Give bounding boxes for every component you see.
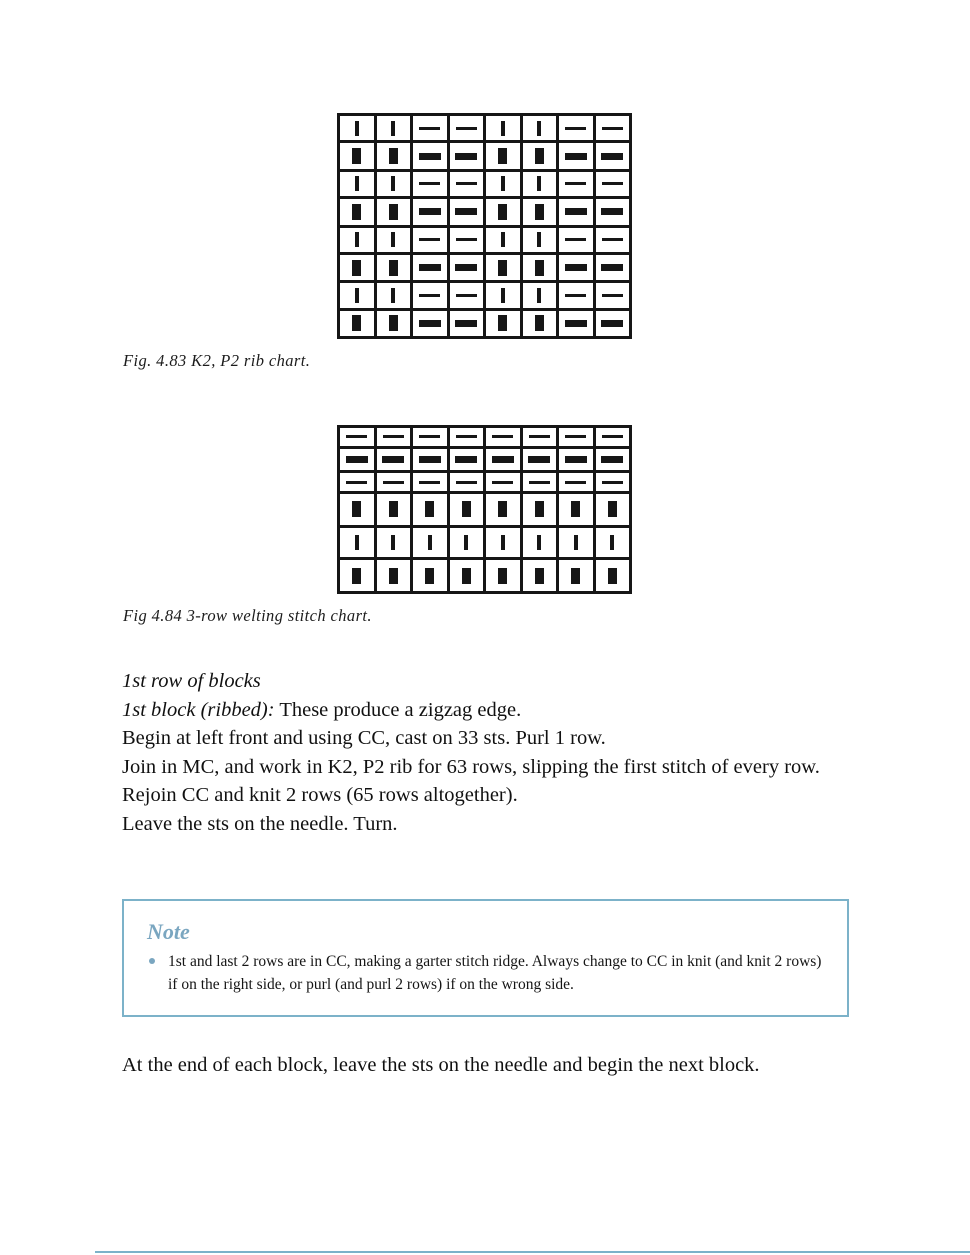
- knit-stitch-cell: [413, 494, 447, 525]
- figure-caption-484: Fig 4.84 3-row welting stitch chart.: [123, 606, 372, 625]
- knit-stitch-cell: [523, 528, 557, 558]
- purl-stitch-cell: [377, 449, 411, 471]
- purl-symbol-icon: [419, 456, 441, 463]
- purl-stitch-cell: [413, 199, 447, 224]
- knit-stitch-cell: [523, 199, 557, 224]
- purl-stitch-cell: [559, 473, 593, 491]
- knit-symbol-icon: [571, 501, 580, 517]
- purl-symbol-icon: [565, 481, 586, 484]
- knit-symbol-icon: [498, 148, 507, 164]
- instructions-block: [122, 667, 862, 839]
- purl-stitch-cell: [450, 449, 484, 471]
- purl-stitch-cell: [559, 428, 593, 446]
- purl-symbol-icon: [565, 435, 586, 438]
- knit-symbol-icon: [389, 148, 398, 164]
- knit-stitch-cell: [486, 560, 520, 591]
- purl-stitch-cell: [596, 199, 630, 224]
- purl-symbol-icon: [383, 481, 404, 484]
- purl-symbol-icon: [419, 481, 440, 484]
- instruction-line: Begin at left front and using CC, cast on 33 sts. Purl 1 row.: [122, 727, 606, 750]
- purl-symbol-icon: [383, 435, 404, 438]
- knit-stitch-cell: [377, 528, 411, 558]
- purl-symbol-icon: [565, 238, 586, 241]
- purl-symbol-icon: [492, 481, 513, 484]
- knit-symbol-icon: [608, 568, 617, 584]
- knit-stitch-cell: [559, 528, 593, 558]
- purl-symbol-icon: [419, 127, 440, 130]
- knit-stitch-cell: [559, 494, 593, 525]
- knit-stitch-cell: [340, 311, 374, 336]
- instruction-line: Rejoin CC and knit 2 rows (65 rows altogether).: [122, 784, 518, 807]
- knit-stitch-cell: [377, 199, 411, 224]
- cutoff-box-top-border: [95, 1251, 970, 1253]
- purl-stitch-cell: [450, 172, 484, 196]
- purl-stitch-cell: [340, 449, 374, 471]
- knit-stitch-cell: [340, 172, 374, 196]
- knit-stitch-cell: [523, 494, 557, 525]
- purl-symbol-icon: [419, 182, 440, 185]
- purl-symbol-icon: [492, 435, 513, 438]
- knit-stitch-cell: [523, 143, 557, 168]
- knit-stitch-cell: [340, 528, 374, 558]
- purl-stitch-cell: [413, 428, 447, 446]
- purl-symbol-icon: [455, 320, 477, 327]
- knit-stitch-cell: [523, 255, 557, 280]
- purl-symbol-icon: [456, 481, 477, 484]
- purl-stitch-cell: [413, 311, 447, 336]
- knit-symbol-icon: [391, 535, 395, 550]
- purl-symbol-icon: [565, 294, 586, 297]
- knit-symbol-icon: [571, 568, 580, 584]
- purl-symbol-icon: [419, 294, 440, 297]
- knit-symbol-icon: [355, 535, 359, 550]
- knit-symbol-icon: [535, 148, 544, 164]
- purl-stitch-cell: [559, 283, 593, 307]
- knit-symbol-icon: [352, 315, 361, 331]
- knit-symbol-icon: [535, 315, 544, 331]
- knit-stitch-cell: [486, 116, 520, 140]
- purl-stitch-cell: [413, 228, 447, 252]
- knit-stitch-cell: [486, 199, 520, 224]
- knit-symbol-icon: [537, 535, 541, 550]
- purl-stitch-cell: [559, 172, 593, 196]
- block-intro-line: [122, 696, 862, 725]
- purl-stitch-cell: [450, 116, 484, 140]
- purl-symbol-icon: [346, 481, 367, 484]
- purl-stitch-cell: [596, 255, 630, 280]
- purl-symbol-icon: [528, 456, 550, 463]
- knit-symbol-icon: [498, 568, 507, 584]
- knit-stitch-cell: [377, 283, 411, 307]
- purl-stitch-cell: [486, 449, 520, 471]
- knit-symbol-icon: [537, 232, 541, 247]
- knit-stitch-cell: [486, 255, 520, 280]
- knit-stitch-cell: [413, 528, 447, 558]
- knit-symbol-icon: [462, 501, 471, 517]
- knit-stitch-cell: [340, 283, 374, 307]
- purl-stitch-cell: [596, 143, 630, 168]
- knit-symbol-icon: [610, 535, 614, 550]
- knit-stitch-cell: [377, 143, 411, 168]
- instruction-line: Join in MC, and work in K2, P2 rib for 63 rows, slipping the first stitch of every row.: [122, 755, 820, 778]
- purl-symbol-icon: [565, 153, 587, 160]
- knit-symbol-icon: [501, 176, 505, 191]
- knit-symbol-icon: [501, 121, 505, 136]
- purl-stitch-cell: [486, 473, 520, 491]
- purl-stitch-cell: [340, 473, 374, 491]
- purl-stitch-cell: [450, 199, 484, 224]
- purl-stitch-cell: [450, 255, 484, 280]
- purl-stitch-cell: [559, 228, 593, 252]
- knit-symbol-icon: [425, 501, 434, 517]
- knit-symbol-icon: [355, 288, 359, 303]
- purl-symbol-icon: [455, 264, 477, 271]
- knit-stitch-cell: [377, 560, 411, 591]
- knit-symbol-icon: [355, 232, 359, 247]
- knit-symbol-icon: [464, 535, 468, 550]
- purl-stitch-cell: [559, 116, 593, 140]
- knit-symbol-icon: [389, 260, 398, 276]
- purl-symbol-icon: [455, 208, 477, 215]
- knit-stitch-cell: [486, 528, 520, 558]
- knit-stitch-cell: [377, 255, 411, 280]
- note-title: Note: [147, 919, 190, 944]
- knit-stitch-cell: [450, 494, 484, 525]
- knit-symbol-icon: [574, 535, 578, 550]
- knit-stitch-cell: [523, 172, 557, 196]
- purl-stitch-cell: [559, 199, 593, 224]
- note-bullet-text: 1st and last 2 rows are in CC, making a garter stitch ridge. Always change to CC in knit (and knit 2 rows) if on the right side, or purl (and purl 2 rows) if on the wrong side.: [168, 953, 822, 993]
- purl-symbol-icon: [601, 153, 623, 160]
- purl-stitch-cell: [596, 428, 630, 446]
- purl-stitch-cell: [559, 449, 593, 471]
- figure-caption-483: Fig. 4.83 K2, P2 rib chart.: [123, 351, 311, 370]
- purl-stitch-cell: [413, 143, 447, 168]
- purl-symbol-icon: [419, 435, 440, 438]
- knit-stitch-cell: [486, 228, 520, 252]
- note-bullet-item: [147, 951, 827, 996]
- knit-stitch-cell: [523, 116, 557, 140]
- purl-symbol-icon: [602, 294, 623, 297]
- knit-stitch-cell: [596, 494, 630, 525]
- purl-symbol-icon: [565, 208, 587, 215]
- purl-stitch-cell: [596, 116, 630, 140]
- knit-symbol-icon: [355, 176, 359, 191]
- purl-stitch-cell: [413, 116, 447, 140]
- knit-stitch-cell: [450, 528, 484, 558]
- purl-symbol-icon: [601, 264, 623, 271]
- purl-symbol-icon: [419, 264, 441, 271]
- knit-symbol-icon: [535, 501, 544, 517]
- knit-stitch-cell: [377, 228, 411, 252]
- purl-stitch-cell: [596, 283, 630, 307]
- purl-symbol-icon: [602, 127, 623, 130]
- knit-symbol-icon: [391, 232, 395, 247]
- knit-symbol-icon: [537, 288, 541, 303]
- knit-stitch-cell: [340, 116, 374, 140]
- knit-stitch-cell: [413, 560, 447, 591]
- purl-symbol-icon: [455, 153, 477, 160]
- knit-symbol-icon: [352, 568, 361, 584]
- purl-stitch-cell: [450, 228, 484, 252]
- welting-stitch-chart: [337, 425, 632, 594]
- purl-symbol-icon: [346, 435, 367, 438]
- knit-stitch-cell: [523, 283, 557, 307]
- purl-stitch-cell: [596, 311, 630, 336]
- purl-symbol-icon: [419, 320, 441, 327]
- knit-symbol-icon: [389, 315, 398, 331]
- knit-symbol-icon: [608, 501, 617, 517]
- knit-symbol-icon: [535, 568, 544, 584]
- purl-stitch-cell: [413, 449, 447, 471]
- purl-symbol-icon: [565, 456, 587, 463]
- knit-symbol-icon: [498, 315, 507, 331]
- knit-stitch-cell: [559, 560, 593, 591]
- knit-symbol-icon: [389, 501, 398, 517]
- purl-stitch-cell: [523, 449, 557, 471]
- knit-symbol-icon: [498, 501, 507, 517]
- knit-symbol-icon: [352, 260, 361, 276]
- purl-stitch-cell: [559, 255, 593, 280]
- knit-stitch-cell: [450, 560, 484, 591]
- purl-stitch-cell: [559, 311, 593, 336]
- knit-stitch-cell: [340, 228, 374, 252]
- block-intro-text: These produce a zigzag edge.: [274, 698, 522, 721]
- knit-stitch-cell: [340, 494, 374, 525]
- purl-stitch-cell: [377, 428, 411, 446]
- purl-symbol-icon: [565, 320, 587, 327]
- knit-symbol-icon: [501, 535, 505, 550]
- knit-stitch-cell: [486, 172, 520, 196]
- block-label: 1st block (ribbed):: [122, 698, 275, 721]
- purl-symbol-icon: [456, 435, 477, 438]
- knit-symbol-icon: [352, 204, 361, 220]
- knit-stitch-cell: [486, 311, 520, 336]
- k2p2-rib-chart: [337, 113, 632, 339]
- purl-symbol-icon: [529, 481, 550, 484]
- knit-symbol-icon: [391, 176, 395, 191]
- knit-stitch-cell: [377, 116, 411, 140]
- purl-symbol-icon: [456, 182, 477, 185]
- purl-stitch-cell: [486, 428, 520, 446]
- knit-symbol-icon: [501, 232, 505, 247]
- instruction-line: Leave the sts on the needle. Turn.: [122, 812, 398, 835]
- knit-symbol-icon: [537, 176, 541, 191]
- knit-stitch-cell: [377, 172, 411, 196]
- knit-symbol-icon: [352, 148, 361, 164]
- knit-stitch-cell: [340, 560, 374, 591]
- knit-stitch-cell: [523, 311, 557, 336]
- knit-stitch-cell: [596, 528, 630, 558]
- purl-symbol-icon: [565, 127, 586, 130]
- purl-stitch-cell: [450, 428, 484, 446]
- knit-symbol-icon: [425, 568, 434, 584]
- purl-stitch-cell: [450, 311, 484, 336]
- purl-stitch-cell: [450, 473, 484, 491]
- purl-symbol-icon: [601, 456, 623, 463]
- closing-paragraph: At the end of each block, leave the sts on the needle and begin the next block.: [122, 1054, 760, 1076]
- purl-symbol-icon: [419, 208, 441, 215]
- purl-stitch-cell: [596, 172, 630, 196]
- knit-stitch-cell: [340, 255, 374, 280]
- knit-symbol-icon: [389, 204, 398, 220]
- knit-symbol-icon: [501, 288, 505, 303]
- bullet-icon: [149, 958, 155, 964]
- purl-symbol-icon: [565, 264, 587, 271]
- knit-symbol-icon: [428, 535, 432, 550]
- section-heading: 1st row of blocks: [122, 670, 261, 692]
- purl-stitch-cell: [413, 172, 447, 196]
- purl-symbol-icon: [456, 294, 477, 297]
- knit-symbol-icon: [355, 121, 359, 136]
- knit-stitch-cell: [486, 494, 520, 525]
- purl-symbol-icon: [492, 456, 514, 463]
- purl-symbol-icon: [419, 153, 441, 160]
- knit-symbol-icon: [462, 568, 471, 584]
- purl-symbol-icon: [346, 456, 368, 463]
- purl-symbol-icon: [455, 456, 477, 463]
- purl-symbol-icon: [565, 182, 586, 185]
- purl-symbol-icon: [456, 127, 477, 130]
- knit-stitch-cell: [523, 560, 557, 591]
- knit-symbol-icon: [537, 121, 541, 136]
- purl-stitch-cell: [559, 143, 593, 168]
- purl-stitch-cell: [450, 283, 484, 307]
- knit-symbol-icon: [498, 204, 507, 220]
- purl-stitch-cell: [523, 473, 557, 491]
- knit-stitch-cell: [340, 143, 374, 168]
- purl-stitch-cell: [340, 428, 374, 446]
- purl-symbol-icon: [601, 320, 623, 327]
- knit-symbol-icon: [535, 204, 544, 220]
- purl-stitch-cell: [596, 473, 630, 491]
- purl-stitch-cell: [596, 449, 630, 471]
- knit-symbol-icon: [391, 121, 395, 136]
- knit-symbol-icon: [498, 260, 507, 276]
- purl-stitch-cell: [523, 428, 557, 446]
- purl-stitch-cell: [450, 143, 484, 168]
- purl-symbol-icon: [419, 238, 440, 241]
- purl-symbol-icon: [602, 481, 623, 484]
- purl-symbol-icon: [602, 435, 623, 438]
- knit-stitch-cell: [377, 311, 411, 336]
- knit-symbol-icon: [535, 260, 544, 276]
- note-box: [122, 899, 849, 1017]
- knit-symbol-icon: [389, 568, 398, 584]
- knit-stitch-cell: [340, 199, 374, 224]
- purl-symbol-icon: [601, 208, 623, 215]
- knit-symbol-icon: [352, 501, 361, 517]
- purl-symbol-icon: [602, 182, 623, 185]
- purl-symbol-icon: [382, 456, 404, 463]
- purl-symbol-icon: [529, 435, 550, 438]
- purl-stitch-cell: [413, 473, 447, 491]
- knit-stitch-cell: [486, 143, 520, 168]
- purl-stitch-cell: [413, 255, 447, 280]
- knit-stitch-cell: [377, 494, 411, 525]
- purl-symbol-icon: [602, 238, 623, 241]
- purl-stitch-cell: [413, 283, 447, 307]
- knit-symbol-icon: [391, 288, 395, 303]
- purl-symbol-icon: [456, 238, 477, 241]
- knit-stitch-cell: [596, 560, 630, 591]
- knit-stitch-cell: [523, 228, 557, 252]
- purl-stitch-cell: [377, 473, 411, 491]
- purl-stitch-cell: [596, 228, 630, 252]
- knit-stitch-cell: [486, 283, 520, 307]
